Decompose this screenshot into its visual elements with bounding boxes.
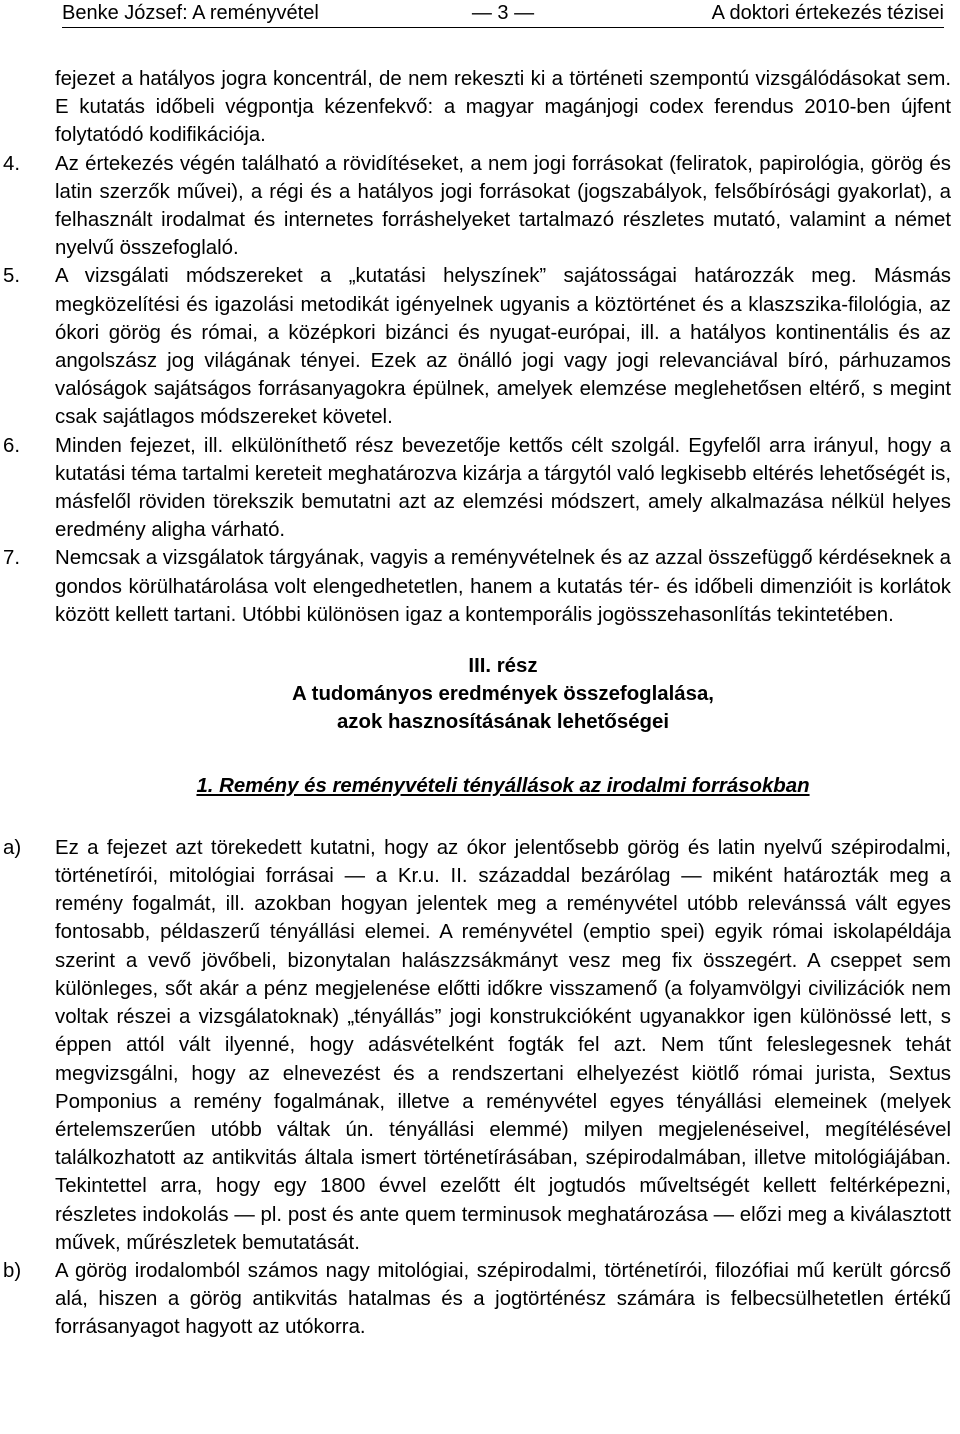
list-item-number: 6. [3, 434, 21, 457]
list-item-number: 7. [3, 547, 21, 570]
list-item-text: A görög irodalomból számos nagy mitológiai, szépirodalmi, történetírói, filozófiai mű került górcső alá, hiszen a görög antikvitás hatalmas és a jogtörténész számára is felbecsülhetetlen értékű forrásanyagot hagyott az utókorra. [55, 1259, 951, 1339]
section-title-line-1: A tudományos eredmények összefoglalása, [292, 683, 714, 706]
intro-paragraph: fejezet a hatályos jogra koncentrál, de nem rekeszti ki a történeti szempontú vizsgálódásokat sem. E kutatás időbeli végpontja kézenfekvő: a magyar magánjogi codex ferendus 2010-ben újfent folytatódó kodifikációja. [55, 68, 951, 147]
list-item-letter: a) [3, 836, 22, 859]
list-item-text: Minden fejezet, ill. elkülöníthető rész bevezetője kettős célt szolgál. Egyfelől arra irányul, hogy a kutatási téma tartalmi kereteit meghatározva kizárja a tárgytól való legkisebb eltérés lehetőségét is, másfelől röviden törekszik bemutatni azt az elemzési módszert, amely alkalmazása nélkül helyes eredmény aligha várható. [55, 434, 951, 542]
list-item-number: 5. [3, 265, 21, 288]
chapter-subtitle: 1. Remény és reményvételi tényállások az irodalmi forrásokban [196, 774, 810, 797]
page-header [62, 1, 944, 28]
list-item-a [3, 834, 951, 1257]
list-item-4 [3, 150, 951, 263]
section-title-line-2: azok hasznosításának lehetőségei [336, 711, 670, 734]
list-item-letter: b) [3, 1259, 22, 1282]
header-document-title: A doktori értekezés tézisei [711, 2, 944, 24]
list-item-b [3, 1257, 951, 1342]
header-page-number: — 3 — [471, 2, 535, 24]
list-item-text: A vizsgálati módszereket a „kutatási helyszínek” sajátosságai határozzák meg. Másmás megközelítési és igazolási metodikát igényelnek ugyanis a köztörténet és a klaszszika-filológia, az ókori görög és római, a középkori bizánci és nyugat-európai, ill. a hatályos kontinentális és az angolszász jog világának tényei. Ezek az önálló jogi vagy jogi relevanciával bíró, párhuzamos valóságok sajátságos forrásanyagokra épülnek, amelyek elemzése meglehetősen eltérő, s megint csak sajátlagos módszereket követel. [55, 265, 951, 429]
list-item-5 [3, 262, 951, 431]
list-item-number: 4. [3, 152, 21, 175]
page-body [3, 65, 951, 1342]
list-item-7 [3, 544, 951, 629]
list-item-6 [3, 432, 951, 545]
list-item-text: Nemcsak a vizsgálatok tárgyának, vagyis a reményvételnek és az azzal összefüggő kérdéseknek a gondos körülhatárolása volt elengedhetetlen, hanem a kutatás tér- és időbeli dimenzióit is korlátok között kellett tartani. Utóbbi különösen igaz a kontemporális jogösszehasonlítás tekintetében. [55, 547, 951, 626]
section-part-heading: III. rész [468, 655, 538, 678]
list-item-text: Az értekezés végén található a rövidítéseket, a nem jogi forrásokat (feliratok, papirológia, görög és latin szerzők művei), a régi és a hatályos jogi forrásokat (jogszabályok, felsőbírósági gyakorlat), a felhasznált irodalmat és internetes forráshelyeket tartalmazó részletes mutató, valamint a német nyelvű összefoglaló. [55, 152, 951, 260]
list-item-text: Ez a fejezet azt törekedett kutatni, hogy az ókor jelentősebb görög és latin nyelvű szépirodalmi, történetírói, mitológiai forrásai — a Kr.u. II. századdal bezárólag — miként határozták meg a remény fogalmát, ill. azokban hogyan jelentek meg a reményvétel utóbb relevánssá vált egyes fontosabb, példaszerű tényállási elemei. A reményvétel (emptio spei) egyik római iskolapéldája szerint a vevő jövőbeli, bizonytalan halászzsákmányt vesz meg fix összegért. A cseppet sem különleges, sőt akár a pénz megjelenése előtti időkre visszamenő (a folyamvölgyi civilizációk nem voltak részei a vizsgálatoknak) „tényállás” jogi konstrukcióként ugyanakkor igen különössé lett, s éppen attól vált ilyenné, hogy adásvételként fogták fel azt. Nem tűnt feleslegesnek tehát megvizsgálni, hogy az elnevezést és a rendszertani elhelyezést kiötlő római jurista, Sextus Pomponius a remény fogalmának, illetve a reményvétel egyes tényállási elemeinek (melyek értelemszerűen utóbb váltak ún. tényállási elemmé) milyen megjelenéseivel, megítélésével találkozhatott az antikvitás általa ismert történetírásában, szépirodalmában, illetve mitológiájában. Tekintettel arra, hogy egy 1800 évvel ezelőtt élt jogtudós műveltségét kellett feltérképezni, részletes indokolás — pl. post és ante quem terminusok meghatározása — előzi meg a kiválasztott művek, műrészletek bemutatását. [55, 836, 951, 1254]
header-author-title: Benke József: A reményvétel [62, 2, 319, 24]
